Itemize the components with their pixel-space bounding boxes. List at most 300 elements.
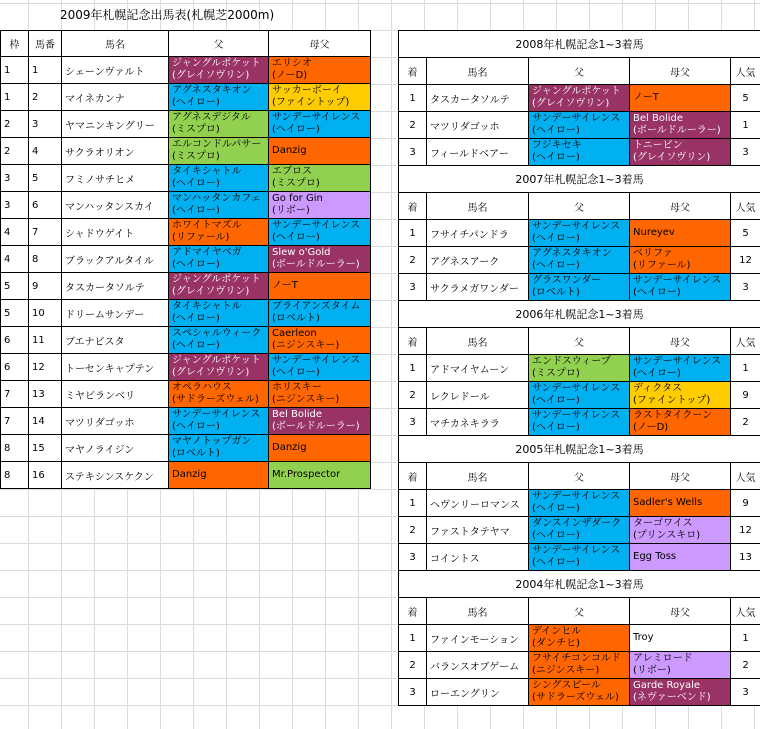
sire-cell-lineage: (サドラーズウェル) [532,692,619,703]
horse-name-cell: ファインモーション [427,625,529,652]
page-title: 2009年札幌記念出馬表(札幌芝2000m) [60,8,275,22]
dam-sire-cell [630,409,731,436]
recent-header-row [399,463,760,490]
sire-cell-line: アグネスデジタル [172,112,251,123]
sire-cell-line: サンデーサイレンス [532,410,621,421]
dam-sire-cell-lineage: (ニジンスキー) [272,394,340,405]
horse-name-cell: ローエングリン [427,679,529,706]
rank-cell: 1 [399,490,427,517]
dam-sire-cell [269,408,371,435]
sire-cell-lineage: (グレイソヴリン) [172,367,250,378]
umaban-cell: 10 [29,300,62,327]
horse-name-cell: マンハッタンスカイ [62,192,169,219]
result-row [399,139,760,166]
waku-cell: 6 [1,327,29,354]
horse-name-cell: マツリダゴッホ [62,408,169,435]
rank-cell: 3 [399,409,427,436]
sire-cell-line: ジャングルポケット [532,86,621,97]
horse-name-cell: ファストタテヤマ [427,517,529,544]
horse-name-cell: ヘヴンリーロマンス [427,490,529,517]
sire-cell-lineage: (ヘイロー) [532,233,580,244]
dam-sire-cell-lineage: (リボー) [272,205,310,216]
waku-cell: 1 [1,57,29,84]
waku-cell: 2 [1,138,29,165]
header-sire: 父 [529,328,630,355]
horse-name-cell: コイントス [427,544,529,571]
dam-sire-cell-line: ブライアンズタイム [272,301,361,312]
dam-sire-cell-lineage: (ヘイロー) [633,368,681,379]
horse-name-cell: フミノサチヒメ [62,165,169,192]
sire-cell-line: エンドスウィープ [532,356,611,367]
dam-sire-cell-lineage: (ボールドルーラー) [272,259,360,270]
sire-cell [169,408,269,435]
dam-sire-cell-line: アレミロード [633,653,693,664]
popularity-cell: 9 [731,490,760,517]
sire-cell-lineage: (ヘイロー) [532,530,580,541]
umaban-cell: 15 [29,435,62,462]
sire-cell [529,247,630,274]
dam-sire-cell [630,139,731,166]
entry-row [1,165,371,192]
dam-sire-cell [630,382,731,409]
sire-cell [529,517,630,544]
year-title: 2008年札幌記念1~3着馬 [399,31,760,58]
umaban-cell: 9 [29,273,62,300]
sire-cell-line: グラスワンダー [532,275,602,286]
year-title-row [399,571,760,598]
header-dam_sire: 母父 [630,328,731,355]
recent-results-table [398,30,760,706]
dam-sire-cell-lineage: (ボールドルーラー) [272,421,360,432]
dam-sire-cell [630,274,731,301]
header-rank: 着 [399,58,427,85]
header-pop: 人気 [731,328,760,355]
horse-name-cell: マイネカンナ [62,84,169,111]
sire-cell [529,382,630,409]
popularity-cell: 2 [731,652,760,679]
rank-cell: 2 [399,652,427,679]
entry-header-row [1,31,371,57]
result-row [399,274,760,301]
sire-cell-line: Danzig [172,469,207,480]
result-row [399,409,760,436]
sire-cell-line: タイキシャトル [172,166,242,177]
dam-sire-cell [269,300,371,327]
dam-sire-cell [630,490,731,517]
header-name: 馬名 [427,463,529,490]
popularity-cell: 3 [731,679,760,706]
sire-cell [169,381,269,408]
sire-cell [169,435,269,462]
dam-sire-cell [269,273,371,300]
rank-cell: 2 [399,382,427,409]
horse-name-cell: ブエナビスタ [62,327,169,354]
horse-name-cell: ステキシンスケクン [62,462,169,489]
header-dam_sire: 母父 [630,463,731,490]
sire-cell [529,652,630,679]
result-row [399,652,760,679]
horse-name-cell: サクラメガワンダー [427,274,529,301]
horse-name-cell: マツリダゴッホ [427,112,529,139]
entry-row [1,408,371,435]
header-sire: 父 [529,598,630,625]
horse-name-cell: ミヤビランベリ [62,381,169,408]
header-name: 馬名 [427,598,529,625]
dam-sire-cell-lineage: (ヘイロー) [272,367,320,378]
sire-cell-lineage: (ロベルト) [172,448,220,459]
sire-cell-line: シングスピール [532,680,601,691]
popularity-cell: 9 [731,382,760,409]
sire-cell [529,220,630,247]
sire-cell [529,274,630,301]
rank-cell: 3 [399,679,427,706]
entry-row [1,192,371,219]
dam-sire-cell [630,85,731,112]
dam-sire-cell-lineage: (ヘイロー) [633,287,681,298]
dam-sire-cell [269,219,371,246]
header-dam_sire: 母父 [630,58,731,85]
dam-sire-cell-lineage: (ロベルト) [272,313,320,324]
horse-name-cell: レクレドール [427,382,529,409]
umaban-cell: 5 [29,165,62,192]
dam-sire-cell-line: Mr.Prospector [272,469,341,480]
header-sire: 父 [529,193,630,220]
sire-cell-lineage: (ヘイロー) [172,421,220,432]
year-title: 2004年札幌記念1~3着馬 [399,571,760,598]
sire-cell-lineage: (ミスプロ) [172,151,220,162]
horse-name-cell: バランスオブゲーム [427,652,529,679]
waku-cell: 7 [1,381,29,408]
header-rank: 着 [399,598,427,625]
umaban-cell: 2 [29,84,62,111]
year-title-row [399,31,760,58]
result-row [399,355,760,382]
dam-sire-cell-line: エリシオ [272,58,312,69]
popularity-cell: 12 [731,517,760,544]
dam-sire-cell-lineage: (リファール) [633,260,691,271]
header-rank: 着 [399,463,427,490]
sire-cell-line: タイキシャトル [172,301,242,312]
sire-cell-line: エルコンドルパサー [172,139,262,150]
dam-sire-cell-lineage: (ファイントップ) [633,395,711,406]
sire-cell [529,625,630,652]
umaban-cell: 7 [29,219,62,246]
rank-cell: 3 [399,139,427,166]
horse-name-cell: フィールドベアー [427,139,529,166]
header-sire: 父 [529,463,630,490]
dam-sire-cell-line: サンデーサイレンス [272,355,361,366]
sire-cell-lineage: (ヘイロー) [172,259,220,270]
rank-cell: 2 [399,247,427,274]
entry-row [1,462,371,489]
header-waku: 枠 [1,31,29,57]
result-row [399,382,760,409]
sire-cell-lineage: (ヘイロー) [532,395,580,406]
dam-sire-cell-line: トニービン [633,140,683,151]
sire-cell [169,165,269,192]
dam-sire-cell-line: ノーT [633,92,659,103]
dam-sire-cell-line: Nureyev [633,227,675,238]
header-pop: 人気 [731,193,760,220]
header-umaban: 馬番 [29,31,62,57]
waku-cell: 4 [1,219,29,246]
year-title-row [399,166,760,193]
sire-cell [529,490,630,517]
entry-row [1,300,371,327]
sire-cell-lineage: (ヘイロー) [532,422,580,433]
rank-cell: 1 [399,355,427,382]
year-title: 2005年札幌記念1~3着馬 [399,436,760,463]
dam-sire-cell-line: ベリファ [633,248,673,259]
sire-cell-lineage: (ヘイロー) [532,125,580,136]
sire-cell [169,57,269,84]
sire-cell-line: サンデーサイレンス [532,491,621,502]
umaban-cell: 3 [29,111,62,138]
waku-cell: 2 [1,111,29,138]
dam-sire-cell-line: サンデーサイレンス [633,275,722,286]
dam-sire-cell [269,138,371,165]
sire-cell-lineage: (ヘイロー) [532,260,580,271]
sire-cell [169,300,269,327]
entry-row [1,246,371,273]
header-name: 馬名 [427,328,529,355]
horse-name-cell: シェーンヴァルト [62,57,169,84]
result-row [399,679,760,706]
waku-cell: 5 [1,300,29,327]
dam-sire-cell-lineage: (ネヴァーベンド) [633,692,711,703]
dam-sire-cell-lineage: (ニジンスキー) [272,340,340,351]
sire-cell-lineage: (ヘイロー) [172,340,220,351]
header-pop: 人気 [731,598,760,625]
sire-cell-lineage: (リファール) [172,232,230,243]
sire-cell-lineage: (グレイソヴリン) [172,70,250,81]
dam-sire-cell-line: ホリスキー [272,382,322,393]
umaban-cell: 8 [29,246,62,273]
sire-cell [169,192,269,219]
waku-cell: 6 [1,354,29,381]
sire-cell [169,246,269,273]
result-row [399,490,760,517]
dam-sire-cell [269,192,371,219]
popularity-cell: 5 [731,85,760,112]
dam-sire-cell-line: Caerleon [272,328,317,339]
dam-sire-cell-line: サンデーサイレンス [633,356,722,367]
waku-cell: 8 [1,435,29,462]
dam-sire-cell [630,679,731,706]
dam-sire-cell-line: エブロス [272,166,312,177]
dam-sire-cell [269,57,371,84]
entry-row [1,138,371,165]
header-name: 馬名 [427,193,529,220]
sire-cell [169,327,269,354]
sire-cell [169,138,269,165]
sire-cell-lineage: (ダンチヒ) [532,638,580,649]
waku-cell: 3 [1,165,29,192]
sire-cell [169,462,269,489]
rank-cell: 2 [399,517,427,544]
rank-cell: 3 [399,274,427,301]
dam-sire-cell-line: Garde Royale [633,680,701,691]
dam-sire-cell-line: Egg Toss [633,551,677,562]
sire-cell-line: アドマイヤベガ [172,247,242,258]
year-title: 2006年札幌記念1~3着馬 [399,301,760,328]
sire-cell [169,354,269,381]
dam-sire-cell-line: サッカーボーイ [272,85,342,96]
header-name: 馬名 [62,31,169,57]
horse-name-cell: フサイチパンドラ [427,220,529,247]
result-row [399,247,760,274]
sire-cell [169,219,269,246]
umaban-cell: 14 [29,408,62,435]
dam-sire-cell [630,220,731,247]
horse-name-cell: アグネスアーク [427,247,529,274]
dam-sire-cell-lineage: (ヘイロー) [272,232,320,243]
result-row [399,112,760,139]
sire-cell [169,84,269,111]
dam-sire-cell [269,165,371,192]
sire-cell [529,544,630,571]
waku-cell: 1 [1,84,29,111]
sire-cell-lineage: (ミスプロ) [172,124,220,135]
year-title-row [399,436,760,463]
dam-sire-cell [269,381,371,408]
umaban-cell: 1 [29,57,62,84]
sire-cell [169,273,269,300]
waku-cell: 7 [1,408,29,435]
sire-cell-line: サンデーサイレンス [532,545,621,556]
header-rank: 着 [399,328,427,355]
dam-sire-cell-line: ラストタイクーン [633,410,713,421]
dam-sire-cell-line: サンデーサイレンス [272,220,361,231]
horse-name-cell: マチカネキララ [427,409,529,436]
dam-sire-cell-line: ディクタス [633,383,682,394]
dam-sire-cell [630,652,731,679]
umaban-cell: 13 [29,381,62,408]
sire-cell [529,679,630,706]
entry-row [1,219,371,246]
dam-sire-cell-lineage: (プリンスキロ) [633,530,701,541]
entry-row [1,273,371,300]
sire-cell-line: アグネスタキオン [172,85,252,96]
result-row [399,544,760,571]
sire-cell-lineage: (ヘイロー) [532,152,580,163]
entry-row [1,381,371,408]
sire-cell [529,409,630,436]
year-title: 2007年札幌記念1~3着馬 [399,166,760,193]
sire-cell [529,355,630,382]
sire-cell-lineage: (グレイソヴリン) [172,286,250,297]
sire-cell-line: サンデーサイレンス [532,383,621,394]
popularity-cell: 12 [731,247,760,274]
sire-cell-line: フジキセキ [532,140,582,151]
dam-sire-cell-lineage: (ノーD) [272,70,308,81]
header-pop: 人気 [731,58,760,85]
umaban-cell: 11 [29,327,62,354]
header-dam_sire: 母父 [630,598,731,625]
rank-cell: 1 [399,85,427,112]
popularity-cell: 1 [731,355,760,382]
dam-sire-cell [630,625,731,652]
dam-sire-cell-lineage: (ミスプロ) [272,178,320,189]
entry-row [1,84,371,111]
sire-cell-lineage: (ヘイロー) [172,178,220,189]
sire-cell-lineage: (ニジンスキー) [532,665,600,676]
horse-name-cell: トーセンキャプテン [62,354,169,381]
header-dam_sire: 母父 [269,31,371,57]
dam-sire-cell-lineage: (リボー) [633,665,671,676]
popularity-cell: 3 [731,139,760,166]
result-row [399,85,760,112]
entry-row [1,354,371,381]
recent-header-row [399,328,760,355]
dam-sire-cell [269,84,371,111]
horse-name-cell: タスカータソルテ [427,85,529,112]
sire-cell-lineage: (サドラーズウェル) [172,394,259,405]
popularity-cell: 5 [731,220,760,247]
sire-cell-line: ジャングルポケット [172,274,261,285]
sire-cell-lineage: (ミスプロ) [532,368,580,379]
entry-row [1,111,371,138]
dam-sire-cell [269,111,371,138]
entry-row [1,327,371,354]
waku-cell: 3 [1,192,29,219]
rank-cell: 1 [399,220,427,247]
sire-cell-lineage: (ロベルト) [532,287,580,298]
dam-sire-cell-line: Bel Bolide [633,113,684,124]
sire-cell-lineage: (ヘイロー) [172,205,220,216]
dam-sire-cell [269,462,371,489]
dam-sire-cell [269,354,371,381]
umaban-cell: 6 [29,192,62,219]
umaban-cell: 4 [29,138,62,165]
dam-sire-cell-lineage: (ノーD) [633,422,669,433]
entry-row [1,57,371,84]
dam-sire-cell [630,112,731,139]
sire-cell [529,85,630,112]
popularity-cell: 13 [731,544,760,571]
dam-sire-cell-line: サンデーサイレンス [272,112,361,123]
rank-cell: 3 [399,544,427,571]
waku-cell: 4 [1,246,29,273]
sire-cell-line: マンハッタンカフェ [172,193,261,204]
popularity-cell: 3 [731,274,760,301]
sire-cell-line: マヤノトップガン [172,436,252,447]
dam-sire-cell [269,435,371,462]
dam-sire-cell [630,517,731,544]
rank-cell: 2 [399,112,427,139]
sire-cell [169,111,269,138]
dam-sire-cell-line: Bel Bolide [272,409,323,420]
result-row [399,625,760,652]
recent-header-row [399,598,760,625]
dam-sire-cell-line: Slew o'Gold [272,247,331,258]
popularity-cell: 1 [731,625,760,652]
header-pop: 人気 [731,463,760,490]
sire-cell-lineage: (ヘイロー) [172,313,220,324]
header-sire: 父 [169,31,269,57]
horse-name-cell: ドリームサンデー [62,300,169,327]
header-rank: 着 [399,193,427,220]
entry-row [1,435,371,462]
sire-cell-line: サンデーサイレンス [172,409,261,420]
dam-sire-cell-lineage: (グレイソヴリン) [633,152,711,163]
dam-sire-cell [630,355,731,382]
horse-name-cell: タスカータソルテ [62,273,169,300]
sire-cell-line: ジャングルポケット [172,58,261,69]
dam-sire-cell-line: Go for Gin [272,193,323,204]
dam-sire-cell [269,327,371,354]
sire-cell-line: スペシャルウィーク [172,328,262,339]
